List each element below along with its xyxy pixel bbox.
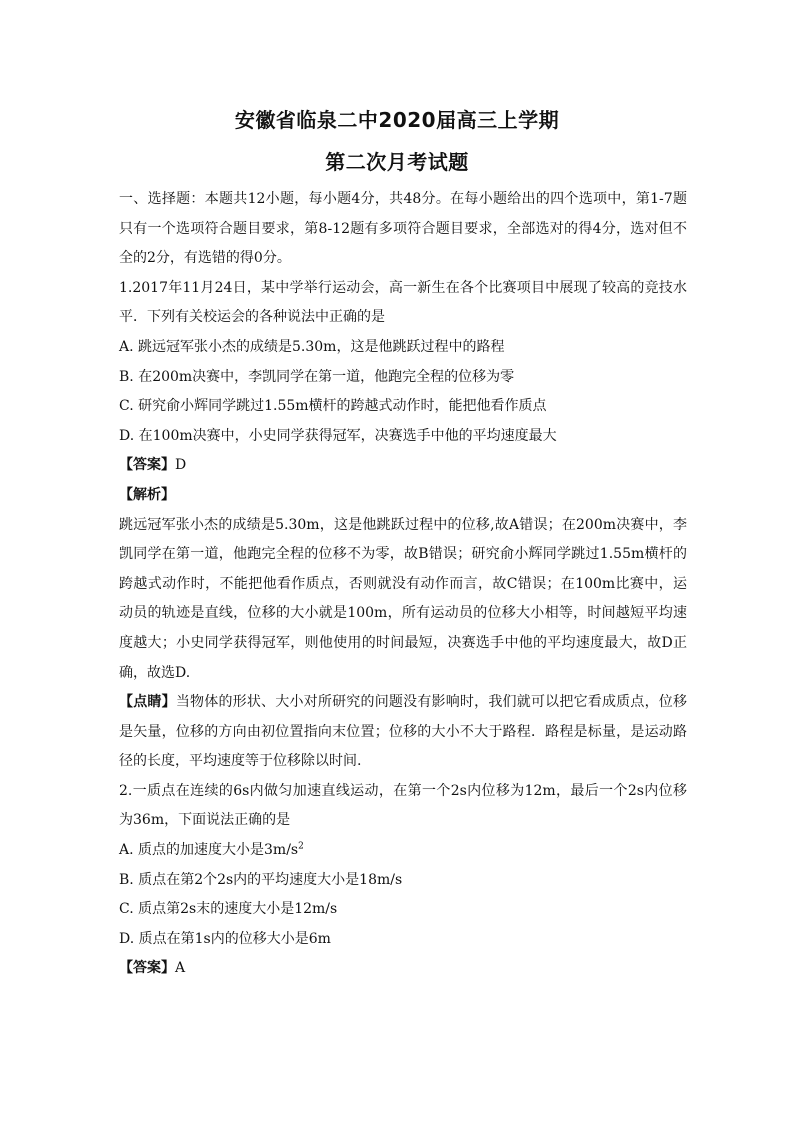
question-1-note bbox=[119, 688, 687, 777]
question-2-stem: 2.一质点在连续的6s内做匀加速直线运动，在第一个2s内位移为12m，最后一个2s内位移为36m，下面说法正确的是 bbox=[119, 782, 687, 829]
page-subtitle: 第二次月考试题 bbox=[325, 150, 469, 174]
question-1-answer bbox=[119, 451, 687, 481]
note-tag: 【点睛】 bbox=[119, 694, 176, 711]
question-1-stem: 1.2017年11月24日，某中学举行运动会，高一新生在各个比赛项目中展现了较高的竞技水平．下列有关校运会的各种说法中正确的是 bbox=[119, 279, 687, 326]
question-2-option-a bbox=[119, 836, 687, 866]
note-text: 当物体的形状、大小对所研究的问题没有影响时，我们就可以把它看成质点，位移是矢量，位移的方向由初位置指向末位置；位移的大小不大于路程．路程是标量，是运动路径的长度，平均速度等于位移除以时间. bbox=[119, 694, 688, 770]
page-title: 安徽省临泉二中2020届高三上学期 bbox=[234, 108, 560, 132]
question-1-analysis-heading bbox=[119, 481, 687, 511]
question-1-option-b: B. 在200m决赛中，李凯同学在第一道，他跑完全程的位移为零 bbox=[119, 368, 515, 385]
answer-value: D bbox=[175, 457, 187, 474]
analysis-tag: 【解析】 bbox=[119, 486, 175, 503]
option-a-text: A. 质点的加速度大小是3m/s bbox=[119, 842, 299, 859]
question-1-option-a: A. 跳远冠军张小杰的成绩是5.30m，这是他跳跃过程中的路程 bbox=[119, 338, 505, 355]
answer-value: A bbox=[175, 960, 186, 977]
section-intro: 一、选择题：本题共12小题，每小题4分，共48分。在每小题给出的四个选项中，第1-7题只有一个选项符合题目要求，第8-12题有多项符合题目要求，全部选对的得4分，选对但不全的2分，有选错的得0分。 bbox=[119, 191, 687, 267]
question-2-option-b: B. 质点在第2个2s内的平均速度大小是18m/s bbox=[119, 871, 403, 888]
question-1-option-c: C. 研究俞小辉同学跳过1.55m横杆的跨越式动作时，能把他看作质点 bbox=[119, 398, 547, 415]
question-1-option-d: D. 在100m决赛中，小史同学获得冠军，决赛选手中他的平均速度最大 bbox=[119, 427, 557, 444]
question-1-analysis: 跳远冠军张小杰的成绩是5.30m，这是他跳跃过程中的位移,故A错误；在200m决赛中，李凯同学在第一道，他跑完全程的位移不为零，故B错误；研究俞小辉同学跳过1.55m横杆的跨越式动作时，不能把他看作质点，否则就没有动作而言，故C错误；在100m比赛中，运动员的轨迹是直线，位移的大小就是100m，所有运动员的位移大小相等，时间越短平均速度越大；小史同学获得冠军，则他使用的时间最短，决赛选手中他的平均速度最大，故D正确，故选D. bbox=[119, 516, 687, 681]
question-2-option-c: C. 质点第2s末的速度大小是12m/s bbox=[119, 901, 338, 918]
answer-tag: 【答案】 bbox=[119, 960, 175, 977]
question-2-answer bbox=[119, 954, 687, 984]
answer-tag: 【答案】 bbox=[119, 457, 175, 474]
question-2-option-d: D. 质点在第1s内的位移大小是6m bbox=[119, 930, 331, 947]
document-body bbox=[119, 185, 687, 984]
option-a-superscript: 2 bbox=[298, 841, 304, 852]
